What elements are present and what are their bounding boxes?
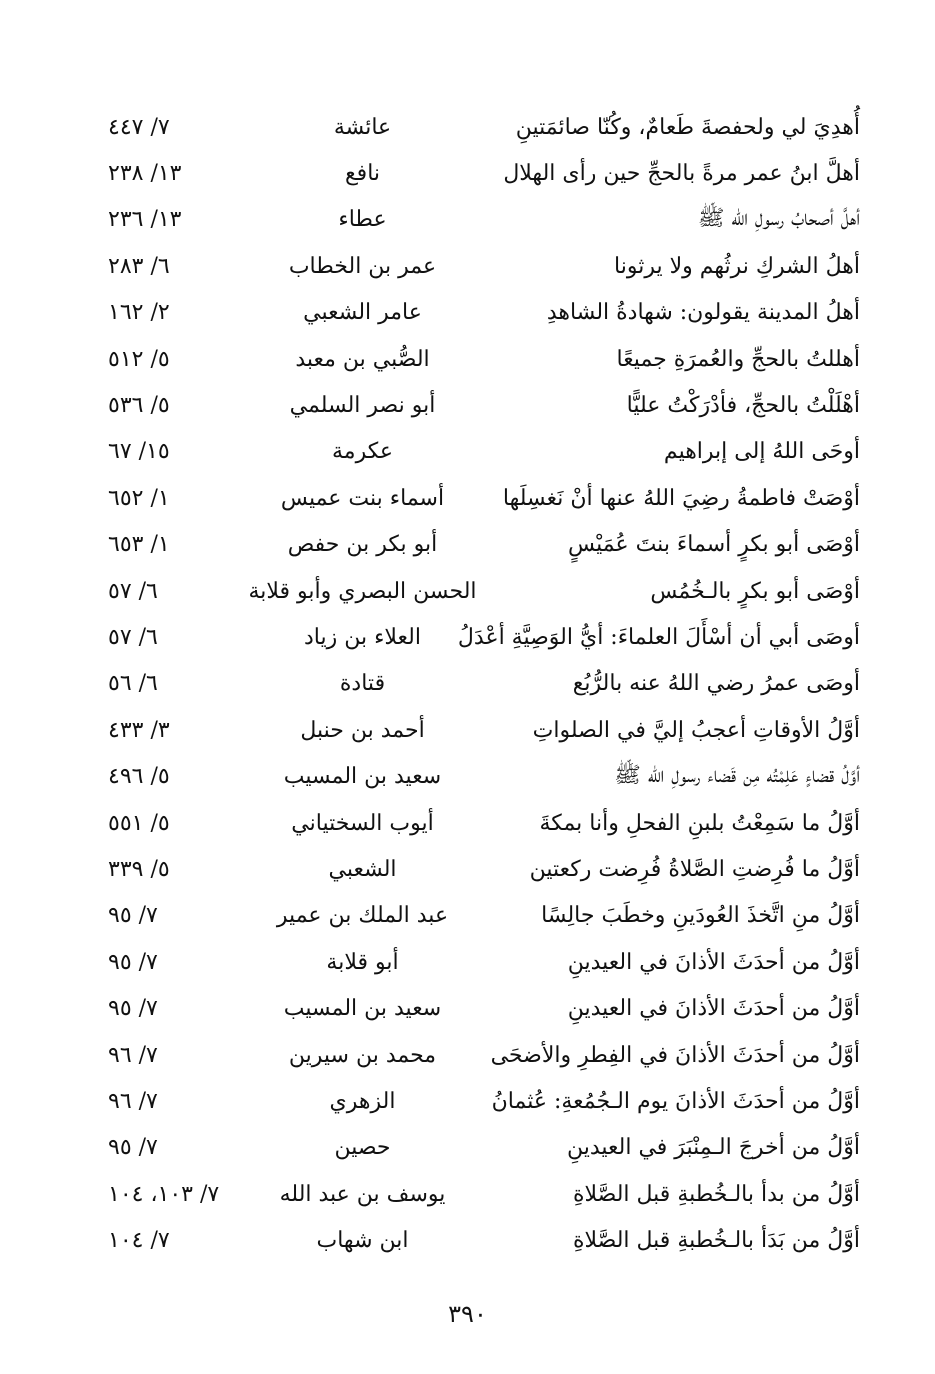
volume-page-reference: ١٣/ ٢٣٨ — [108, 161, 182, 187]
narrator-name: عطاء — [338, 207, 387, 233]
volume-page-reference: ٥/ ٤٩٦ — [108, 764, 170, 790]
narrator-name: الشعبي — [328, 856, 397, 882]
volume-page-reference: ١/ ٦٥٣ — [108, 532, 170, 558]
index-row — [100, 522, 860, 568]
hadith-opening-text: أهلَّ ابنُ عمر مرةً بالحجِّ حين رأى الهلال — [503, 161, 860, 187]
hadith-opening-text: أوَّلُ ما فُرِضتِ الصَّلاةُ فُرِضت ركعتين — [529, 856, 860, 882]
volume-page-reference: ٥/ ٥٥١ — [108, 810, 170, 836]
hadith-opening-text: أوَّلُ قضاءٍ عَلِمْتُه مِن قَضاء رسولِ الله ﷺ — [614, 762, 860, 788]
narrator-name: قتادة — [339, 671, 386, 697]
index-row — [100, 707, 860, 753]
narrator-name: ابن شهاب — [316, 1228, 409, 1254]
hadith-opening-text: أوْصَى أبو بكرٍ بالـخُمُس — [650, 578, 860, 604]
narrator-name: الصُّبي بن معبد — [295, 346, 430, 372]
volume-page-reference: ٥/ ٥٣٦ — [108, 393, 170, 419]
volume-page-reference: ٧/ ٩٥ — [108, 996, 158, 1022]
index-row — [100, 753, 860, 799]
narrator-name: سعيد بن المسيب — [283, 764, 442, 790]
hadith-opening-text: أوَّلُ من أحدَثَ الأذانَ يوم الـجُمُعةِ: عُثمانُ — [491, 1088, 860, 1114]
index-row — [100, 243, 860, 289]
narrator-name: عائشة — [333, 114, 392, 140]
volume-page-reference: ٧/ ١٠٣، ١٠٤ — [108, 1181, 220, 1207]
volume-page-reference: ٧/ ٩٦ — [108, 1088, 158, 1114]
hadith-opening-text: أوْصَى أبو بكرٍ أسماءَ بنتَ عُمَيْسٍ — [568, 532, 860, 558]
hadith-opening-text: أوَّلُ من أحدَثَ الأذانَ في العيدينِ — [567, 996, 860, 1022]
volume-page-reference: ١٣/ ٢٣٦ — [108, 207, 182, 233]
index-row — [100, 1078, 860, 1124]
narrator-name: عمر بن الخطاب — [288, 253, 437, 279]
volume-page-reference: ٦/ ٢٨٣ — [108, 253, 170, 279]
index-row — [100, 614, 860, 660]
narrator-name: عامر الشعبي — [303, 300, 422, 326]
index-row — [100, 568, 860, 614]
index-row — [100, 475, 860, 521]
volume-page-reference: ٥/ ٣٣٩ — [108, 856, 170, 882]
narrator-name: أبو قلابة — [326, 949, 399, 975]
hadith-opening-text: أُهدِيَ لي ولحفصةَ طَعامٌ، وكُنّا صائمَتينِ — [515, 114, 860, 140]
narrator-name: أسماء بنت عميس — [280, 485, 445, 511]
volume-page-reference: ٦/ ٥٦ — [108, 671, 158, 697]
hadith-opening-text: أهللتُ بالحجِّ والعُمرَةِ جميعًا — [616, 346, 860, 372]
narrator-name: سعيد بن المسيب — [283, 996, 442, 1022]
volume-page-reference: ٦/ ٥٧ — [108, 578, 158, 604]
page-number: ٣٩٠ — [448, 1300, 487, 1328]
index-row — [100, 429, 860, 475]
hadith-opening-text: أوَّلُ منِ اتَّخذَ العُودَينِ وخطَبَ جالِسًا — [541, 903, 860, 929]
volume-page-reference: ٥/ ٥١٢ — [108, 346, 170, 372]
volume-page-reference: ٧/ ٩٥ — [108, 903, 158, 929]
hadith-index-table — [100, 104, 860, 1264]
hadith-opening-text: أوَّلُ الأوقاتِ أعجبُ إليَّ في الصلواتِ — [532, 717, 860, 743]
hadith-opening-text: أهْلَلْتُ بالحجِّ، فأدْرَكْتُ عليًّا — [626, 393, 860, 419]
volume-page-reference: ٧/ ٤٤٧ — [108, 114, 170, 140]
narrator-name: الزهري — [329, 1088, 396, 1114]
index-row — [100, 893, 860, 939]
narrator-name: الحسن البصري وأبو قلابة — [248, 578, 477, 604]
index-row — [100, 336, 860, 382]
hadith-opening-text: أهلَّ أصحابُ رسولِ الله ﷺ — [697, 205, 860, 231]
narrator-name: أبو نصر السلمي — [289, 393, 436, 419]
volume-page-reference: ٢/ ١٦٢ — [108, 300, 170, 326]
hadith-opening-text: أوصَى عمرُ رضي اللهُ عنه بالرُّبُع — [572, 671, 860, 697]
index-row — [100, 800, 860, 846]
index-row — [100, 150, 860, 196]
hadith-opening-text: أوَّلُ من أخرجَ الـمِنْبَرَ في العيدينِ — [566, 1135, 860, 1161]
index-row — [100, 104, 860, 150]
volume-page-reference: ٧/ ٩٦ — [108, 1042, 158, 1068]
index-row — [100, 846, 860, 892]
volume-page-reference: ٧/ ٩٥ — [108, 1135, 158, 1161]
narrator-name: أيوب السختياني — [291, 810, 434, 836]
narrator-name: أبو بكر بن حفص — [287, 532, 438, 558]
hadith-opening-text: أوَّلُ ما سَمِعْتُ بلبنِ الفحلِ وأنا بمكةَ — [539, 810, 860, 836]
hadith-opening-text: أوَّلُ من بدأ بالـخُطبةِ قبل الصَّلاةِ — [572, 1181, 860, 1207]
index-row — [100, 1032, 860, 1078]
hadith-opening-text: أوحَى اللهُ إلى إبراهيم — [663, 439, 860, 465]
hadith-opening-text: أوَّلُ من بَدَأ بالـخُطبةِ قبل الصَّلاةِ — [572, 1228, 860, 1254]
volume-page-reference: ٣/ ٤٣٣ — [108, 717, 170, 743]
narrator-name: العلاء بن زياد — [303, 624, 421, 650]
volume-page-reference: ٧/ ١٠٤ — [108, 1228, 170, 1254]
index-row — [100, 985, 860, 1031]
volume-page-reference: ٧/ ٩٥ — [108, 949, 158, 975]
index-row — [100, 290, 860, 336]
index-row — [100, 661, 860, 707]
hadith-opening-text: أوصَى أبي أن أسْأَلَ العلماءَ: أيُّ الوَصِيَّةِ أعْدَلُ — [457, 624, 860, 650]
narrator-name: عبد الملك بن عمير — [276, 903, 449, 929]
index-row — [100, 1125, 860, 1171]
index-row — [100, 197, 860, 243]
index-row — [100, 1171, 860, 1217]
narrator-name: نافع — [344, 161, 381, 187]
hadith-opening-text: أهلُ المدينة يقولون: شهادةُ الشاهدِ — [546, 300, 860, 326]
narrator-name: يوسف بن عبد الله — [279, 1181, 446, 1207]
hadith-opening-text: أهلُ الشركِ نرثُهم ولا يرثونا — [614, 253, 860, 279]
volume-page-reference: ٦/ ٥٧ — [108, 624, 158, 650]
narrator-name: عكرمة — [332, 439, 393, 465]
hadith-opening-text: أوْصَتْ فاطمةُ رضِيَ اللهُ عنها أنْ نَغسِلَها — [502, 485, 860, 511]
volume-page-reference: ١٥/ ٦٧ — [108, 439, 170, 465]
narrator-name: محمد بن سيرين — [288, 1042, 437, 1068]
volume-page-reference: ١/ ٦٥٢ — [108, 485, 170, 511]
narrator-name: حصين — [334, 1135, 391, 1161]
index-row — [100, 382, 860, 428]
index-row — [100, 939, 860, 985]
hadith-opening-text: أوَّلُ من أحدَثَ الأذانَ في العيدينِ — [567, 949, 860, 975]
narrator-name: أحمد بن حنبل — [300, 717, 425, 743]
index-row — [100, 1217, 860, 1263]
hadith-opening-text: أوَّلُ من أحدَثَ الأذانَ في الفِطرِ والأضحَى — [490, 1042, 860, 1068]
